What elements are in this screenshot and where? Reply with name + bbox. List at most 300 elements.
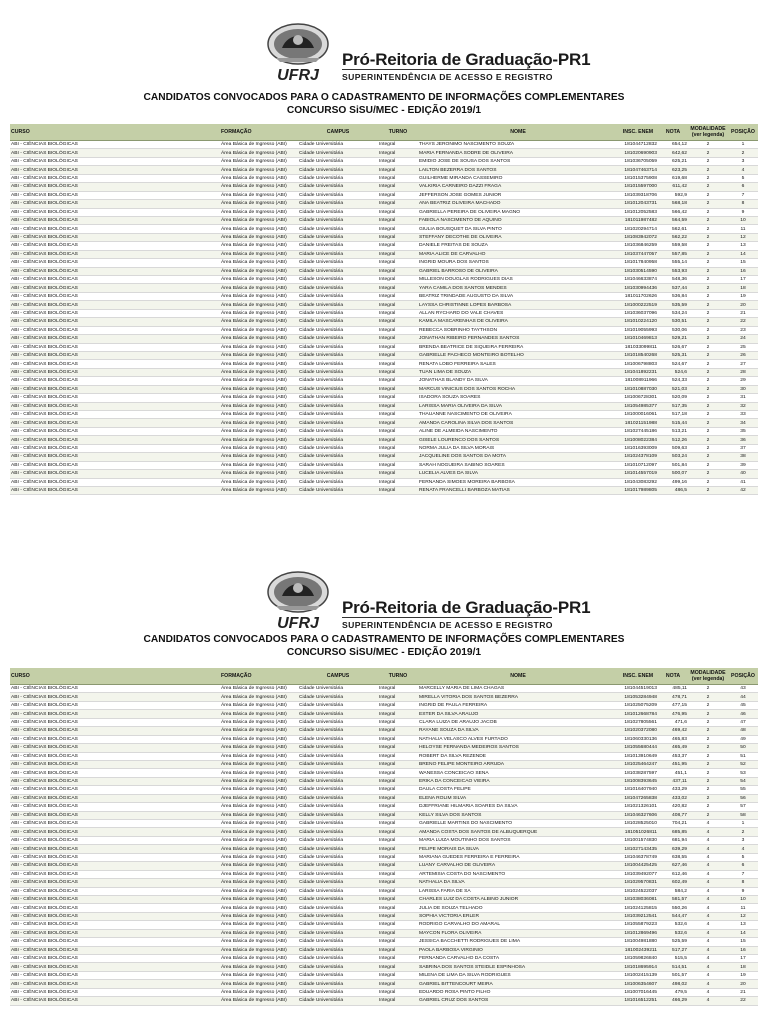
- cell-insc: 181017989805: [618, 486, 658, 494]
- cell-nota: 498,02: [658, 980, 688, 988]
- cell-turno: Integral: [378, 326, 418, 334]
- cell-nome: DAULA COSTA FELIPE: [418, 786, 618, 794]
- cell-nome: SABRINA DOS SANTOS STEIDLE ESPINHOSA: [418, 963, 618, 971]
- cell-nome: THAYS JERONIMO NASCIMENTO SOUZA: [418, 141, 618, 149]
- cell-campus: Cidade Universitária: [298, 394, 378, 402]
- cell-formacao: Área Básica de Ingresso (ABI): [220, 478, 298, 486]
- cell-campus: Cidade Universitária: [298, 988, 378, 996]
- cell-turno: Integral: [378, 343, 418, 351]
- cell-formacao: Área Básica de Ingresso (ABI): [220, 938, 298, 946]
- cell-nota: 466,29: [658, 997, 688, 1005]
- table-row: [10, 478, 758, 486]
- cell-modalidade: 2: [688, 166, 728, 174]
- cell-modalidade: 4: [688, 904, 728, 912]
- cell-campus: Cidade Universitária: [298, 760, 378, 768]
- cell-insc: 181046327606: [618, 811, 658, 819]
- cell-formacao: Área Básica de Ingresso (ABI): [220, 174, 298, 182]
- cell-nome: PAOLA BARBOSA VIRGINIO: [418, 946, 618, 954]
- cell-nota: 501,84: [658, 461, 688, 469]
- cell-turno: Integral: [378, 284, 418, 292]
- cell-curso: ABI - CIÊNCIAS BIOLÓGICAS: [10, 727, 220, 735]
- cell-insc: 181012043731: [618, 200, 658, 208]
- cell-nome: FERNANDA SIMOES MOREIRA BARBOSA: [418, 478, 618, 486]
- cell-nota: 568,18: [658, 200, 688, 208]
- cell-campus: Cidade Universitária: [298, 351, 378, 359]
- cell-campus: Cidade Universitária: [298, 693, 378, 701]
- cell-campus: Cidade Universitária: [298, 301, 378, 309]
- cell-insc: 181008911966: [618, 377, 658, 385]
- cell-insc: 181038287597: [618, 769, 658, 777]
- cell-campus: Cidade Universitária: [298, 402, 378, 410]
- table-row: [10, 368, 758, 376]
- cell-modalidade: 2: [688, 301, 728, 309]
- cell-campus: Cidade Universitária: [298, 921, 378, 929]
- cell-curso: ABI - CIÊNCIAS BIOLÓGICAS: [10, 394, 220, 402]
- cell-modalidade: 2: [688, 335, 728, 343]
- cell-turno: Integral: [378, 988, 418, 996]
- cell-modalidade: 2: [688, 191, 728, 199]
- cell-posicao: 11: [728, 904, 758, 912]
- cell-campus: Cidade Universitária: [298, 963, 378, 971]
- cell-posicao: 12: [728, 233, 758, 241]
- cell-nota: 639,29: [658, 845, 688, 853]
- cell-formacao: Área Básica de Ingresso (ABI): [220, 820, 298, 828]
- cell-turno: Integral: [378, 394, 418, 402]
- cell-turno: Integral: [378, 828, 418, 836]
- cell-curso: ABI - CIÊNCIAS BIOLÓGICAS: [10, 777, 220, 785]
- cell-turno: Integral: [378, 276, 418, 284]
- table-body: [10, 685, 758, 1006]
- cell-campus: Cidade Universitária: [298, 685, 378, 693]
- cell-formacao: Área Básica de Ingresso (ABI): [220, 997, 298, 1005]
- cell-nota: 525,31: [658, 351, 688, 359]
- cell-nome: JEFFERSON JOSE GOMES JUNIOR: [418, 191, 618, 199]
- cell-curso: ABI - CIÊNCIAS BIOLÓGICAS: [10, 419, 220, 427]
- cell-campus: Cidade Universitária: [298, 335, 378, 343]
- cell-campus: Cidade Universitária: [298, 478, 378, 486]
- cell-posicao: 34: [728, 419, 758, 427]
- cell-modalidade: 2: [688, 701, 728, 709]
- cell-nome: DANIELE FREITAS DE SOUZA: [418, 242, 618, 250]
- cell-turno: Integral: [378, 921, 418, 929]
- cell-curso: ABI - CIÊNCIAS BIOLÓGICAS: [10, 318, 220, 326]
- cell-campus: Cidade Universitária: [298, 820, 378, 828]
- cell-modalidade: 2: [688, 318, 728, 326]
- cell-modalidade: 2: [688, 276, 728, 284]
- cell-formacao: Área Básica de Ingresso (ABI): [220, 191, 298, 199]
- cell-campus: Cidade Universitária: [298, 385, 378, 393]
- cell-posicao: 29: [728, 377, 758, 385]
- cell-modalidade: 2: [688, 411, 728, 419]
- cell-posicao: 10: [728, 895, 758, 903]
- cell-nome: KELLY SILVA DOS SANTOS: [418, 811, 618, 819]
- cell-nome: GABRIELLE MARTINS DO NASCIMENTO: [418, 820, 618, 828]
- cell-insc: 181010224120: [618, 318, 658, 326]
- cell-formacao: Área Básica de Ingresso (ABI): [220, 803, 298, 811]
- table-row: [10, 938, 758, 946]
- cell-posicao: 14: [728, 929, 758, 937]
- cell-modalidade: 2: [688, 157, 728, 165]
- cell-insc: 181038036081: [618, 895, 658, 903]
- cell-nota: 625,21: [658, 157, 688, 165]
- cell-nome: BRENO FELIPE MONTEIRO ARRUDA: [418, 760, 618, 768]
- cell-posicao: 53: [728, 769, 758, 777]
- cell-nome: GUILHERME MIRANDA CASSEMIRO: [418, 174, 618, 182]
- cell-posicao: 21: [728, 988, 758, 996]
- cell-turno: Integral: [378, 486, 418, 494]
- cell-turno: Integral: [378, 208, 418, 216]
- cell-nome: FELIPE MORAIS DA SILVA: [418, 845, 618, 853]
- cell-modalidade: 2: [688, 444, 728, 452]
- cell-modalidade: 2: [688, 744, 728, 752]
- cell-curso: ABI - CIÊNCIAS BIOLÓGICAS: [10, 760, 220, 768]
- col-header-nome: NOME: [418, 124, 618, 141]
- cell-insc: 181053284948: [618, 693, 658, 701]
- cell-curso: ABI - CIÊNCIAS BIOLÓGICAS: [10, 284, 220, 292]
- cell-campus: Cidade Universitária: [298, 419, 378, 427]
- cell-nota: 530,06: [658, 326, 688, 334]
- cell-posicao: 36: [728, 436, 758, 444]
- cell-turno: Integral: [378, 402, 418, 410]
- cell-modalidade: 4: [688, 862, 728, 870]
- cell-curso: ABI - CIÊNCIAS BIOLÓGICAS: [10, 845, 220, 853]
- cell-curso: ABI - CIÊNCIAS BIOLÓGICAS: [10, 685, 220, 693]
- cell-campus: Cidade Universitária: [298, 208, 378, 216]
- cell-nota: 584,2: [658, 887, 688, 895]
- cell-nome: JULIA DE SOUZA TELHADO: [418, 904, 618, 912]
- cell-formacao: Área Básica de Ingresso (ABI): [220, 718, 298, 726]
- cell-nota: 524,67: [658, 360, 688, 368]
- cell-modalidade: 2: [688, 777, 728, 785]
- cell-modalidade: 2: [688, 351, 728, 359]
- cell-modalidade: 4: [688, 879, 728, 887]
- cell-nota: 501,57: [658, 971, 688, 979]
- cell-formacao: Área Básica de Ingresso (ABI): [220, 301, 298, 309]
- cell-campus: Cidade Universitária: [298, 461, 378, 469]
- cell-nota: 515,44: [658, 419, 688, 427]
- table-row: [10, 971, 758, 979]
- cell-nome: ALLAN RYCHARD DO VALE CHAVES: [418, 309, 618, 317]
- table-row: [10, 929, 758, 937]
- cell-turno: Integral: [378, 718, 418, 726]
- cell-posicao: 25: [728, 343, 758, 351]
- cell-nota: 420,82: [658, 803, 688, 811]
- cell-formacao: Área Básica de Ingresso (ABI): [220, 149, 298, 157]
- cell-nota: 555,14: [658, 259, 688, 267]
- cell-insc: 181083942072: [618, 233, 658, 241]
- cell-nota: 433,29: [658, 786, 688, 794]
- cell-insc: 181018540268: [618, 351, 658, 359]
- cell-formacao: Área Básica de Ingresso (ABI): [220, 811, 298, 819]
- cell-modalidade: 2: [688, 326, 728, 334]
- cell-turno: Integral: [378, 351, 418, 359]
- cell-campus: Cidade Universitária: [298, 284, 378, 292]
- cell-turno: Integral: [378, 997, 418, 1005]
- table-row: [10, 326, 758, 334]
- cell-posicao: 26: [728, 351, 758, 359]
- table-body: [10, 141, 758, 495]
- cell-insc: 181012869496: [618, 929, 658, 937]
- cell-curso: ABI - CIÊNCIAS BIOLÓGICAS: [10, 693, 220, 701]
- cell-nota: 619,68: [658, 174, 688, 182]
- cell-modalidade: 4: [688, 921, 728, 929]
- cell-formacao: Área Básica de Ingresso (ABI): [220, 777, 298, 785]
- cell-nota: 681,94: [658, 836, 688, 844]
- cell-insc: 181046633874: [618, 276, 658, 284]
- table-row: [10, 233, 758, 241]
- cell-nota: 408,77: [658, 811, 688, 819]
- cell-turno: Integral: [378, 174, 418, 182]
- cell-nota: 532,6: [658, 921, 688, 929]
- cell-turno: Integral: [378, 318, 418, 326]
- cell-posicao: 18: [728, 963, 758, 971]
- cell-insc: 181043083292: [618, 478, 658, 486]
- cell-formacao: Área Básica de Ingresso (ABI): [220, 141, 298, 149]
- cell-curso: ABI - CIÊNCIAS BIOLÓGICAS: [10, 343, 220, 351]
- cell-curso: ABI - CIÊNCIAS BIOLÓGICAS: [10, 811, 220, 819]
- cell-formacao: Área Básica de Ingresso (ABI): [220, 887, 298, 895]
- cell-turno: Integral: [378, 427, 418, 435]
- cell-modalidade: 2: [688, 803, 728, 811]
- cell-campus: Cidade Universitária: [298, 929, 378, 937]
- table-row: [10, 242, 758, 250]
- cell-nome: SOPHIA VICTORIA ERLER: [418, 912, 618, 920]
- cell-curso: ABI - CIÊNCIAS BIOLÓGICAS: [10, 718, 220, 726]
- cell-modalidade: 4: [688, 870, 728, 878]
- cell-insc: 181055879223: [618, 921, 658, 929]
- cell-posicao: 4: [728, 166, 758, 174]
- col-header-posicao: POSIÇÃO: [728, 124, 758, 141]
- cell-insc: 181039212541: [618, 912, 658, 920]
- cell-turno: Integral: [378, 853, 418, 861]
- cell-modalidade: 4: [688, 820, 728, 828]
- cell-nome: RENATA FRANCELLI BARBOZA MATIAS: [418, 486, 618, 494]
- cell-curso: ABI - CIÊNCIAS BIOLÓGICAS: [10, 862, 220, 870]
- cell-curso: ABI - CIÊNCIAS BIOLÓGICAS: [10, 478, 220, 486]
- cell-curso: ABI - CIÊNCIAS BIOLÓGICAS: [10, 402, 220, 410]
- cell-curso: ABI - CIÊNCIAS BIOLÓGICAS: [10, 836, 220, 844]
- cell-nome: RENATA LOBO FERREIRA SALES: [418, 360, 618, 368]
- cell-curso: ABI - CIÊNCIAS BIOLÓGICAS: [10, 200, 220, 208]
- cell-turno: Integral: [378, 862, 418, 870]
- cell-modalidade: 2: [688, 208, 728, 216]
- cell-nome: BEATRIZ TRINDADE AUGUSTO DA SILVA: [418, 292, 618, 300]
- cell-nome: LARISSA MARIA OLIVEIRA DA SILVA: [418, 402, 618, 410]
- cell-curso: ABI - CIÊNCIAS BIOLÓGICAS: [10, 997, 220, 1005]
- table-row: [10, 904, 758, 912]
- cell-modalidade: 2: [688, 769, 728, 777]
- cell-modalidade: 2: [688, 343, 728, 351]
- cell-nota: 509,63: [658, 444, 688, 452]
- cell-nome: MARIA ALICE DE CARVALHO: [418, 250, 618, 258]
- cell-posicao: 13: [728, 921, 758, 929]
- cell-turno: Integral: [378, 233, 418, 241]
- cell-insc: 181027805561: [618, 718, 658, 726]
- cell-insc: 181019055993: [618, 326, 658, 334]
- cell-campus: Cidade Universitária: [298, 486, 378, 494]
- cell-campus: Cidade Universitária: [298, 803, 378, 811]
- cell-nome: GABRIELLE PACHECO MONTEIRO BOTELHO: [418, 351, 618, 359]
- cell-nota: 433,02: [658, 794, 688, 802]
- col-header-formacao: FORMAÇÃO: [220, 668, 298, 685]
- cell-posicao: 38: [728, 453, 758, 461]
- cell-posicao: 48: [728, 727, 758, 735]
- table-row: [10, 461, 758, 469]
- cell-modalidade: 2: [688, 377, 728, 385]
- divider: [342, 617, 552, 618]
- cell-nota: 557,85: [658, 250, 688, 258]
- cell-insc: 181006354607: [618, 980, 658, 988]
- cell-posicao: 19: [728, 292, 758, 300]
- table-row: [10, 980, 758, 988]
- cell-nome: VALKIRIA CARNEIRO DAZZI FRAGA: [418, 183, 618, 191]
- cell-modalidade: 2: [688, 141, 728, 149]
- brand-title: Pró-Reitoria de Graduação-PR1: [342, 50, 591, 69]
- cell-nota: 465,49: [658, 744, 688, 752]
- cell-turno: Integral: [378, 385, 418, 393]
- cell-curso: ABI - CIÊNCIAS BIOLÓGICAS: [10, 141, 220, 149]
- cell-nome: FABIOLA NASCIMENTO DE AQUINO: [418, 216, 618, 224]
- cell-insc: 181000222519: [618, 301, 658, 309]
- cell-modalidade: 2: [688, 727, 728, 735]
- cell-nome: AMANDA CAROLINA SILVA DOS SANTOS: [418, 419, 618, 427]
- cell-insc: 181002415139: [618, 971, 658, 979]
- table-row: [10, 820, 758, 828]
- cell-modalidade: 2: [688, 427, 728, 435]
- cell-turno: Integral: [378, 735, 418, 743]
- cell-campus: Cidade Universitária: [298, 777, 378, 785]
- cell-curso: ABI - CIÊNCIAS BIOLÓGICAS: [10, 828, 220, 836]
- cell-insc: 181060330136: [618, 735, 658, 743]
- document-title: CANDIDATOS CONVOCADOS PARA O CADASTRAMENTO DE INFORMAÇÕES COMPLEMENTARES: [143, 634, 625, 645]
- svg-text:UFRJ: UFRJ: [277, 67, 319, 84]
- cell-modalidade: 2: [688, 811, 728, 819]
- cell-posicao: 16: [728, 946, 758, 954]
- cell-curso: ABI - CIÊNCIAS BIOLÓGICAS: [10, 385, 220, 393]
- table-row: [10, 191, 758, 199]
- cell-formacao: Área Básica de Ingresso (ABI): [220, 461, 298, 469]
- cell-formacao: Área Básica de Ingresso (ABI): [220, 335, 298, 343]
- cell-modalidade: 4: [688, 895, 728, 903]
- cell-nota: 566,42: [658, 208, 688, 216]
- cell-curso: ABI - CIÊNCIAS BIOLÓGICAS: [10, 929, 220, 937]
- cell-posicao: 1: [728, 820, 758, 828]
- cell-turno: Integral: [378, 292, 418, 300]
- cell-nome: NATHALIA DA SILVA: [418, 879, 618, 887]
- cell-nome: ALINE DE ALMEIDA NASCIMENTO: [418, 427, 618, 435]
- cell-nome: ARTEMISIA COSTA DO NASCIMENTO: [418, 870, 618, 878]
- cell-modalidade: 2: [688, 174, 728, 182]
- cell-insc: 181018695914: [618, 963, 658, 971]
- brand-subtitle: SUPERINTENDÊNCIA DE ACESSO E REGISTRO: [342, 620, 553, 630]
- cell-campus: Cidade Universitária: [298, 250, 378, 258]
- cell-formacao: Área Básica de Ingresso (ABI): [220, 946, 298, 954]
- table-row: [10, 470, 758, 478]
- cell-insc: 181037447057: [618, 250, 658, 258]
- cell-turno: Integral: [378, 166, 418, 174]
- cell-nota: 512,26: [658, 436, 688, 444]
- cell-insc: 181011702626: [618, 292, 658, 300]
- table-row: [10, 174, 758, 182]
- cell-turno: Integral: [378, 360, 418, 368]
- cell-modalidade: 2: [688, 259, 728, 267]
- cell-nota: 530,51: [658, 318, 688, 326]
- cell-nota: 499,16: [658, 478, 688, 486]
- cell-campus: Cidade Universitária: [298, 427, 378, 435]
- cell-turno: Integral: [378, 335, 418, 343]
- cell-formacao: Área Básica de Ingresso (ABI): [220, 183, 298, 191]
- cell-insc: 181021326101: [618, 803, 658, 811]
- cell-curso: ABI - CIÊNCIAS BIOLÓGICAS: [10, 292, 220, 300]
- cell-modalidade: 4: [688, 955, 728, 963]
- cell-posicao: 7: [728, 191, 758, 199]
- cell-nota: 602,49: [658, 879, 688, 887]
- cell-posicao: 56: [728, 794, 758, 802]
- table-row: [10, 828, 758, 836]
- cell-curso: ABI - CIÊNCIAS BIOLÓGICAS: [10, 250, 220, 258]
- cell-campus: Cidade Universitária: [298, 879, 378, 887]
- cell-posicao: 10: [728, 216, 758, 224]
- cell-posicao: 13: [728, 242, 758, 250]
- table-row: [10, 777, 758, 785]
- cell-posicao: 21: [728, 309, 758, 317]
- cell-insc: 181014557019: [618, 470, 658, 478]
- cell-posicao: 11: [728, 225, 758, 233]
- cell-nota: 515,5: [658, 955, 688, 963]
- cell-turno: Integral: [378, 157, 418, 165]
- cell-turno: Integral: [378, 879, 418, 887]
- cell-modalidade: 2: [688, 200, 728, 208]
- cell-insc: 181029570831: [618, 879, 658, 887]
- cell-formacao: Área Básica de Ingresso (ABI): [220, 879, 298, 887]
- cell-nome: MARCUS VINICIUS DOS SANTOS ROCHA: [418, 385, 618, 393]
- cell-posicao: 51: [728, 752, 758, 760]
- cell-campus: Cidade Universitária: [298, 225, 378, 233]
- cell-posicao: 7: [728, 870, 758, 878]
- cell-formacao: Área Básica de Ingresso (ABI): [220, 836, 298, 844]
- cell-posicao: 18: [728, 284, 758, 292]
- brand-title: Pró-Reitoria de Graduação-PR1: [342, 598, 591, 617]
- cell-curso: ABI - CIÊNCIAS BIOLÓGICAS: [10, 166, 220, 174]
- cell-insc: 181008022384: [618, 436, 658, 444]
- cell-posicao: 20: [728, 980, 758, 988]
- cell-campus: Cidade Universitária: [298, 200, 378, 208]
- cell-turno: Integral: [378, 845, 418, 853]
- cell-modalidade: 2: [688, 250, 728, 258]
- table-row: [10, 769, 758, 777]
- cell-campus: Cidade Universitária: [298, 242, 378, 250]
- cell-formacao: Área Básica de Ingresso (ABI): [220, 980, 298, 988]
- cell-turno: Integral: [378, 685, 418, 693]
- cell-insc: 181044712832: [618, 141, 658, 149]
- table-row: [10, 735, 758, 743]
- table-row: [10, 760, 758, 768]
- cell-turno: Integral: [378, 701, 418, 709]
- col-header-insc: INSC. ENEM: [618, 124, 658, 141]
- cell-curso: ABI - CIÊNCIAS BIOLÓGICAS: [10, 351, 220, 359]
- cell-nota: 517,27: [658, 946, 688, 954]
- cell-turno: Integral: [378, 803, 418, 811]
- cell-turno: Integral: [378, 301, 418, 309]
- cell-modalidade: 2: [688, 794, 728, 802]
- cell-curso: ABI - CIÊNCIAS BIOLÓGICAS: [10, 183, 220, 191]
- table-row: [10, 377, 758, 385]
- cell-turno: Integral: [378, 955, 418, 963]
- cell-nota: 477,15: [658, 701, 688, 709]
- cell-nota: 564,59: [658, 216, 688, 224]
- cell-campus: Cidade Universitária: [298, 786, 378, 794]
- cell-modalidade: 2: [688, 402, 728, 410]
